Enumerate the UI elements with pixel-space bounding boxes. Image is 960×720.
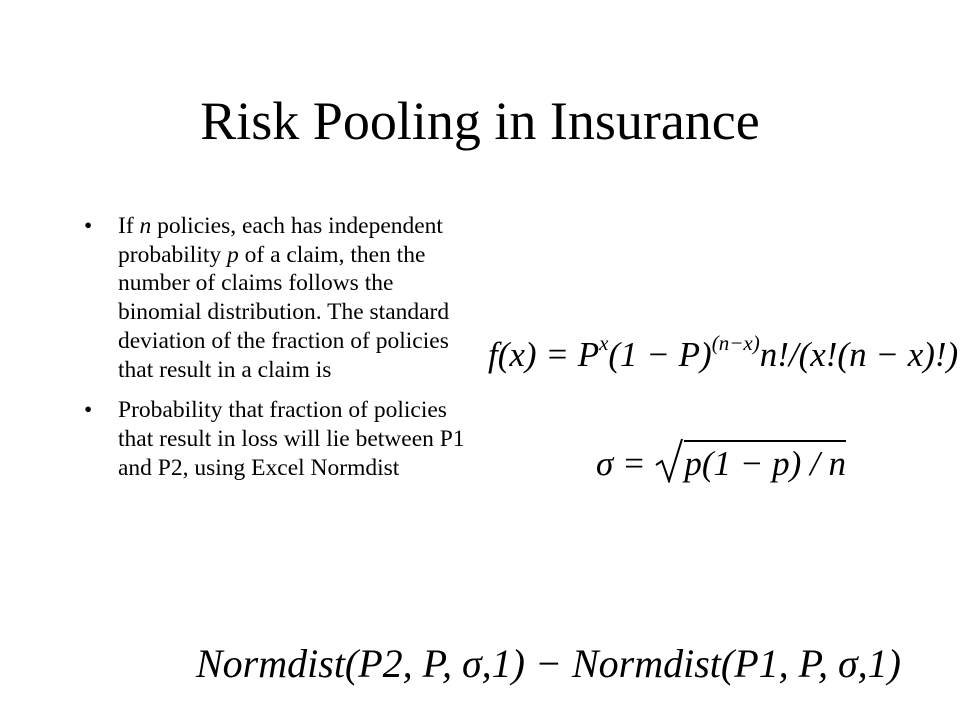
bullet-item-normdist (84, 396, 474, 482)
bullet-list (84, 212, 474, 494)
bullet-text: If (118, 213, 140, 239)
binomial-lhs: f(x) = P (488, 334, 600, 374)
sigma-lhs: σ = (596, 444, 655, 483)
binomial-formula (488, 331, 958, 375)
normdist-formula: Normdist(P2, P, σ,1) − Normdist(P1, P, σ,1) (196, 641, 901, 686)
bullet-text: policies, each has independent probability (118, 213, 443, 268)
bullet-marker: • (84, 397, 93, 424)
binomial-rhs: n!/(x!(n − x)!) (759, 334, 959, 374)
binomial-exponent-n-x: (n−x) (711, 331, 760, 355)
variable-p: p (227, 241, 239, 268)
binomial-exponent-x: x (599, 331, 609, 355)
square-root-icon (654, 437, 684, 483)
bullet-text: Probability that fraction of policies that result in loss will lie between P1 and P2, using Excel Normdist (118, 397, 465, 481)
sigma-formula (596, 437, 846, 484)
variable-n: n (139, 213, 152, 239)
binomial-mid: (1 − P) (608, 334, 712, 374)
sigma-radicand: p(1 − p) / n (684, 440, 846, 483)
bullet-marker: • (84, 213, 93, 239)
slide-title: Risk Pooling in Insurance (200, 91, 760, 151)
bullet-text: of a claim, then the number of claims follows the binomial distribution. The standard deviation of the fraction of policies that result in a claim is (118, 241, 450, 383)
bullet-item-binomial (84, 212, 474, 384)
